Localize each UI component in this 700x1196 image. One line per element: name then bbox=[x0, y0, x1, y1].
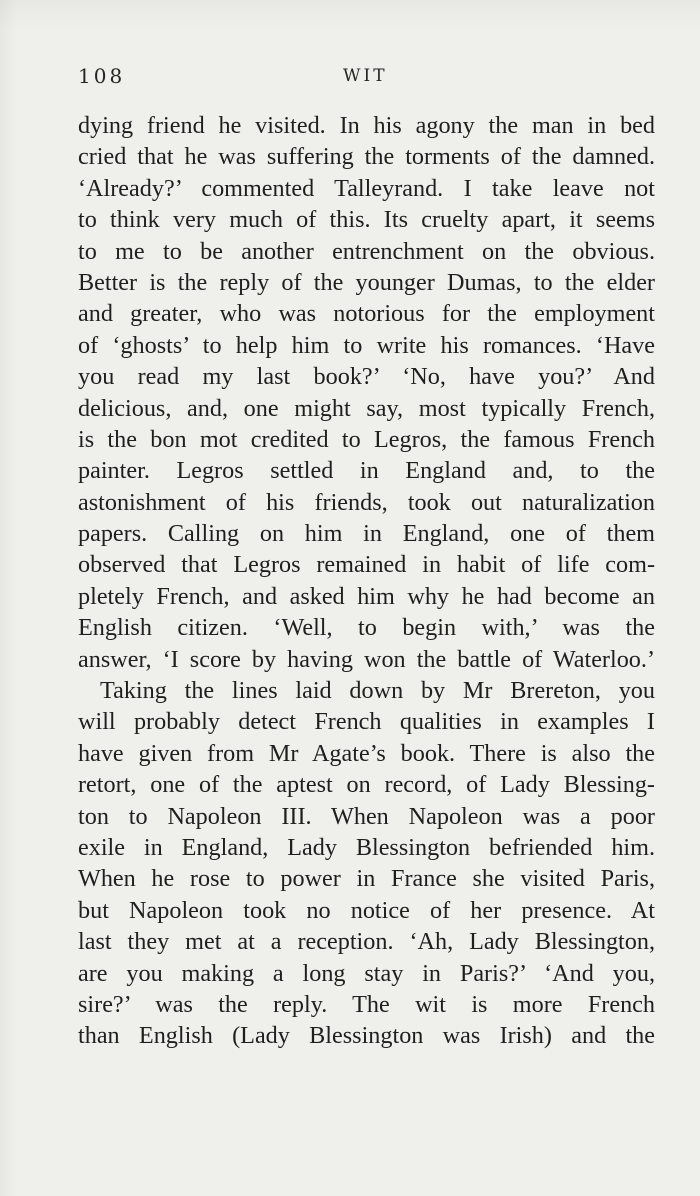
text-line: last they met at a reception. ‘Ah, Lady Blessington, bbox=[78, 928, 655, 956]
text-line: to me to be another entrenchment on the obvious. bbox=[78, 237, 655, 265]
page-number: 108 bbox=[78, 64, 126, 88]
text-line: have given from Mr Agate’s book. There is also the bbox=[78, 739, 655, 767]
running-head bbox=[78, 64, 655, 94]
running-title: WIT bbox=[343, 66, 388, 86]
text-line: retort, one of the aptest on record, of Lady Blessing- bbox=[78, 771, 655, 799]
text-line: you read my last book?’ ‘No, have you?’ And bbox=[78, 363, 655, 391]
text-line: ‘Already?’ commented Talleyrand. I take leave not bbox=[78, 174, 655, 202]
text-line: is the bon mot credited to Legros, the famous French bbox=[78, 425, 655, 453]
text-line: answer, ‘I score by having won the battle of Waterloo.’ bbox=[78, 645, 655, 673]
text-line: sire?’ was the reply. The wit is more French bbox=[78, 990, 655, 1018]
text-line: of ‘ghosts’ to help him to write his romances. ‘Have bbox=[78, 331, 655, 359]
text-line: painter. Legros settled in England and, to the bbox=[78, 457, 655, 485]
text-line: papers. Calling on him in England, one of them bbox=[78, 520, 655, 548]
text-line: than English (Lady Blessington was Irish) and the bbox=[78, 1022, 655, 1050]
text-line: cried that he was suffering the torments of the damned. bbox=[78, 143, 655, 171]
text-line: observed that Legros remained in habit of life com- bbox=[78, 551, 655, 579]
text-line: Better is the reply of the younger Dumas, to the elder bbox=[78, 268, 655, 296]
body-text bbox=[78, 110, 655, 1052]
text-line: but Napoleon took no notice of her presence. At bbox=[78, 896, 655, 924]
text-line: dying friend he visited. In his agony the man in bed bbox=[78, 112, 655, 139]
text-line: delicious, and, one might say, most typically French, bbox=[78, 394, 655, 422]
text-line: Taking the lines laid down by Mr Brereton, you bbox=[100, 677, 655, 705]
text-line: astonishment of his friends, took out naturalization bbox=[78, 488, 655, 516]
text-line: to think very much of this. Its cruelty apart, it seems bbox=[78, 206, 655, 234]
text-line: pletely French, and asked him why he had become an bbox=[78, 582, 655, 610]
text-line: and greater, who was notorious for the employment bbox=[78, 300, 655, 328]
text-line: English citizen. ‘Well, to begin with,’ was the bbox=[78, 614, 655, 642]
text-line: exile in England, Lady Blessington befriended him. bbox=[78, 833, 655, 861]
text-line: are you making a long stay in Paris?’ ‘And you, bbox=[78, 959, 655, 987]
text-line: ton to Napoleon III. When Napoleon was a poor bbox=[78, 802, 655, 830]
text-line: When he rose to power in France she visited Paris, bbox=[78, 865, 655, 893]
text-line: will probably detect French qualities in examples I bbox=[78, 708, 655, 736]
